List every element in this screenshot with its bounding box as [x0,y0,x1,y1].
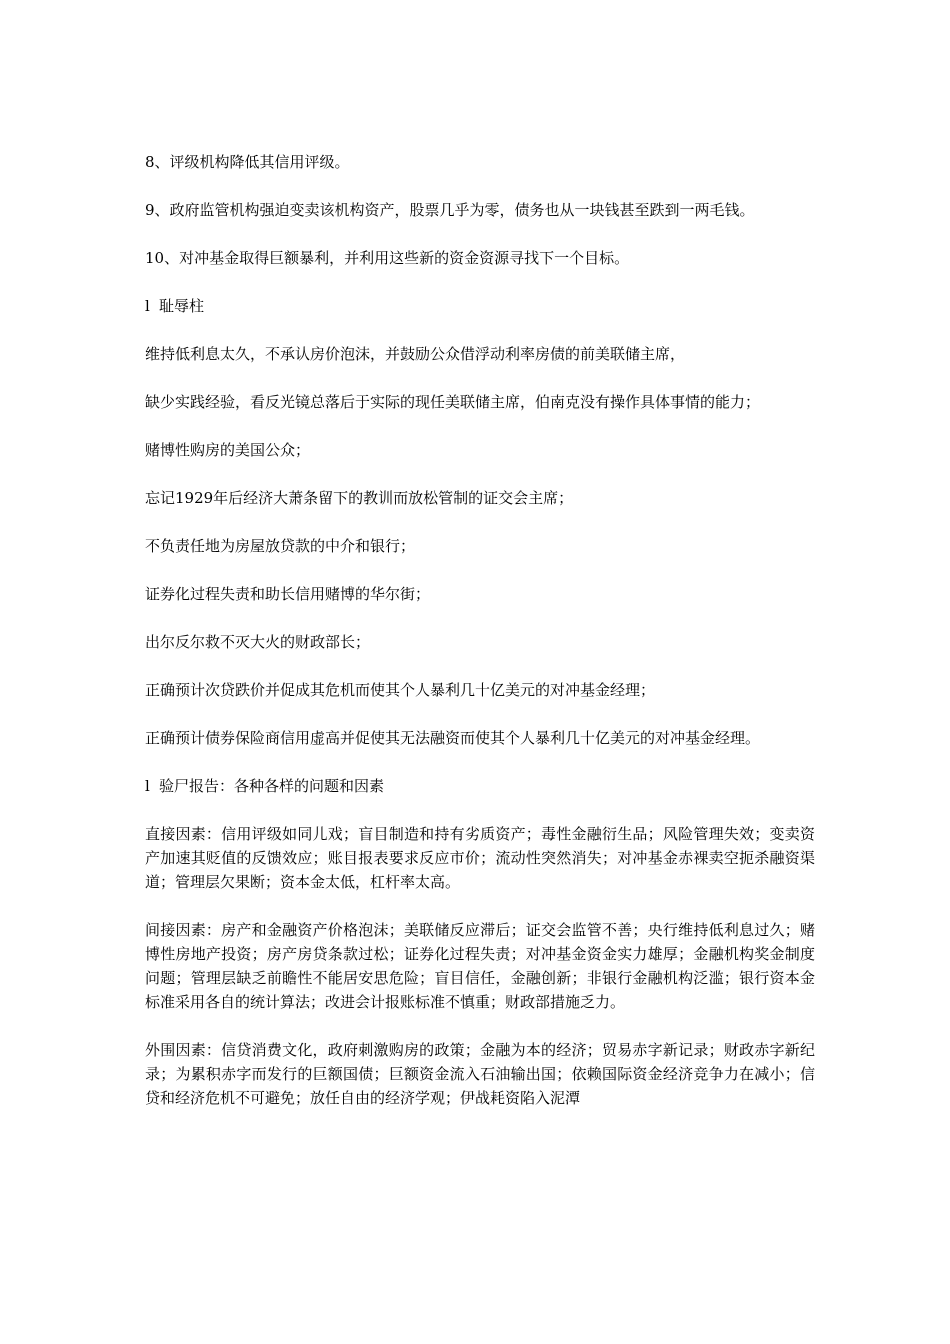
paragraph: 维持低利息太久，不承认房价泡沫，并鼓励公众借浮动利率房债的前美联储主席， [145,345,686,363]
paragraph: 忘记1929年后经济大萧条留下的教训而放松管制的证交会主席； [145,489,574,507]
paragraph: 不负责任地为房屋放贷款的中介和银行； [145,537,416,555]
paragraph: 出尔反尔救不灭大火的财政部长； [145,633,371,651]
section-heading-text: 耻辱柱 [159,297,205,315]
paragraph: 缺少实践经验，看反光镜总落后于实际的现任美联储主席，伯南克没有操作具体事情的能力； [145,393,761,411]
paragraph: 间接因素：房产和金融资产价格泡沫；美联储反应滞后；证交会监管不善；央行维持低利息过久；赌博性房地产投资；房产房贷条款过松；证券化过程失责；对冲基金资金实力雄厚；金融机构奖金制度问题；管理层缺乏前瞻性不能居安思危险；盲目信任，金融创新；非银行金融机构泛滥；银行资本金标准采用各自的统计算法；改进会计报账标准不慎重；财政部措施乏力。 [145,921,815,1011]
document-page [145,150,815,1134]
paragraph: 正确预计次贷跌价并促成其危机而使其个人暴利几十亿美元的对冲基金经理； [145,681,656,699]
paragraph: 证券化过程失责和助长信用赌博的华尔街； [145,585,431,603]
section-heading [145,774,815,798]
section-heading [145,294,815,318]
section-heading-text: 验尸报告：各种各样的问题和因素 [159,777,385,795]
bullet-icon: l [145,297,150,315]
paragraph: 正确预计债券保险商信用虚高并促使其无法融资而使其个人暴利几十亿美元的对冲基金经理。 [145,729,761,747]
bullet-icon: l [145,777,150,795]
paragraph: 外围因素：信贷消费文化，政府刺激购房的政策；金融为本的经济；贸易赤字新记录；财政赤字新纪录；为累积赤字而发行的巨额国债；巨额资金流入石油输出国；依赖国际资金经济竞争力在减小；信贷和经济危机不可避免；放任自由的经济学观；伊战耗资陷入泥潭 [145,1041,815,1107]
paragraph: 10、对冲基金取得巨额暴利，并利用这些新的资金资源寻找下一个目标。 [145,249,630,267]
paragraph: 直接因素：信用评级如同儿戏；盲目制造和持有劣质资产；毒性金融衍生品；风险管理失效；变卖资产加速其贬值的反馈效应；账目报表要求反应市价；流动性突然消失；对冲基金赤裸卖空扼杀融资渠道；管理层欠果断；资本金太低，杠杆率太高。 [145,825,815,891]
paragraph: 8、评级机构降低其信用评级。 [145,153,350,171]
paragraph: 赌博性购房的美国公众； [145,441,311,459]
paragraph: 9、政府监管机构强迫变卖该机构资产，股票几乎为零，债务也从一块钱甚至跌到一两毛钱。 [145,201,755,219]
